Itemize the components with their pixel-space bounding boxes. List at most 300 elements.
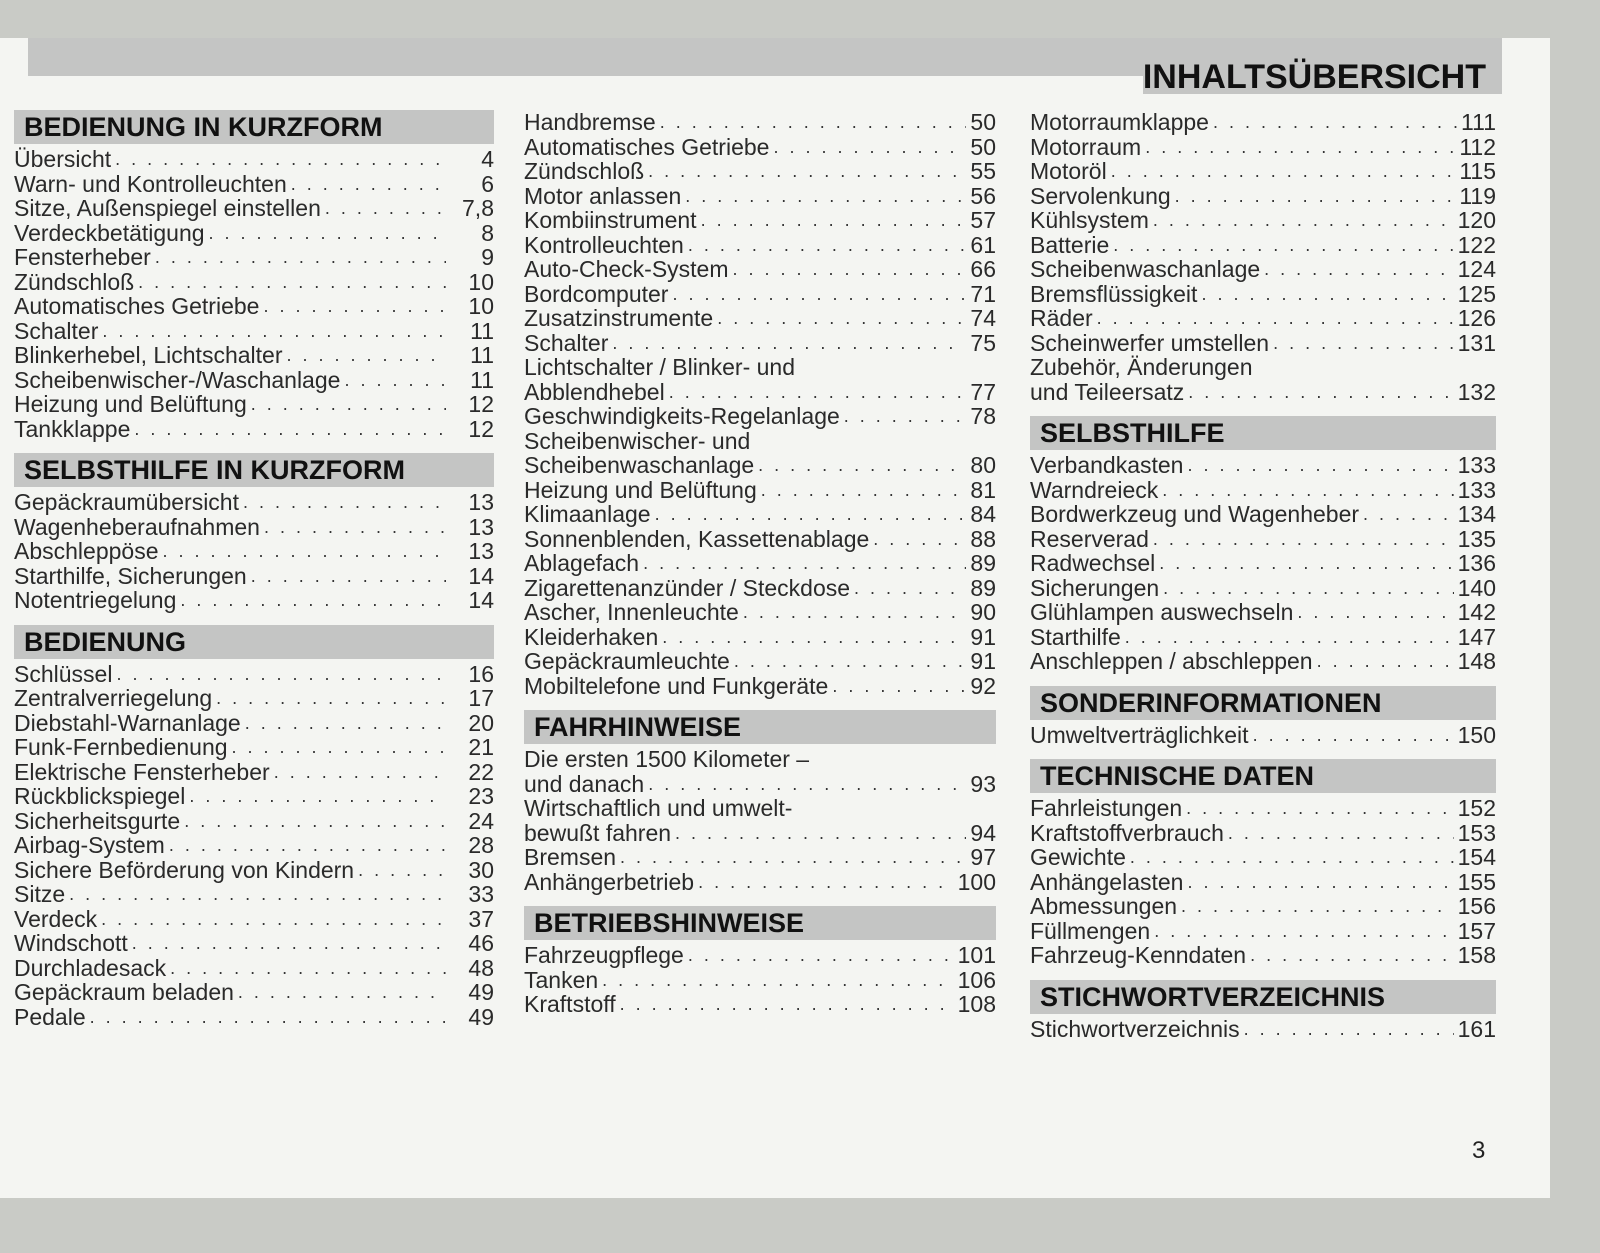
toc-entry-title: Verdeckbetätigung — [14, 219, 205, 246]
toc-entry-page: 4 — [481, 146, 494, 172]
toc-entry[interactable] — [524, 282, 996, 307]
toc-entry[interactable] — [524, 943, 996, 968]
toc-entry-page: 12 — [468, 391, 494, 417]
toc-entry-page: 133 — [1457, 476, 1496, 503]
toc-entry-title: Gepäckraumübersicht — [14, 489, 239, 515]
dot-leader — [132, 931, 446, 956]
toc-entry-title: Mobiltelefone und Funkgeräte — [524, 672, 829, 699]
dot-leader — [101, 907, 446, 932]
toc-entry[interactable] — [1030, 159, 1496, 184]
toc-entry[interactable] — [1030, 870, 1496, 895]
toc-entry[interactable] — [14, 515, 494, 540]
dot-leader — [773, 135, 966, 160]
toc-entry-title: Bordwerkzeug und Wagenheber — [1030, 501, 1360, 527]
toc-entry[interactable] — [14, 1005, 494, 1030]
dot-leader — [189, 784, 446, 809]
toc-entry[interactable] — [524, 257, 996, 282]
toc-entry[interactable] — [524, 208, 996, 233]
dot-leader — [90, 1005, 446, 1030]
toc-entry-title: Motorraumklappe — [1030, 109, 1209, 135]
dot-leader — [761, 478, 967, 503]
toc-entry-title: Zusatzinstrumente — [524, 305, 714, 331]
toc-entry-title: Motorraum — [1030, 133, 1142, 160]
toc-entry[interactable] — [524, 992, 996, 1017]
toc-entry[interactable] — [524, 135, 996, 160]
toc-entry-page: 89 — [970, 574, 996, 601]
toc-entry[interactable] — [1030, 233, 1496, 258]
toc-entry[interactable] — [14, 760, 494, 785]
toc-entry[interactable] — [14, 931, 494, 956]
toc-entry-page: 11 — [470, 366, 494, 393]
toc-entry-title: Warndreieck — [1030, 476, 1159, 503]
dot-leader — [698, 870, 954, 895]
dot-leader — [251, 564, 446, 589]
toc-entry-title: Radwechsel — [1030, 550, 1156, 576]
toc-column-2 — [524, 110, 996, 1017]
toc-entry-title: Anhängelasten — [1030, 868, 1184, 895]
toc-entry[interactable] — [524, 306, 996, 331]
toc-entry-title: Zigarettenanzünder / Steckdose — [524, 574, 851, 601]
dot-leader — [602, 968, 953, 993]
dot-leader — [263, 294, 446, 319]
toc-entry-page: 140 — [1457, 574, 1496, 601]
toc-entry[interactable] — [524, 845, 996, 870]
toc-entry-page: 57 — [970, 207, 996, 233]
toc-entry-page: 75 — [970, 329, 996, 356]
dot-leader — [184, 809, 446, 834]
toc-entry[interactable] — [524, 527, 996, 552]
toc-entry[interactable] — [14, 294, 494, 319]
toc-entry-page: 11 — [470, 317, 494, 344]
toc-entry[interactable] — [524, 404, 996, 429]
toc-entry-page: 142 — [1457, 599, 1496, 625]
toc-entry[interactable] — [1030, 257, 1496, 282]
toc-entry[interactable] — [14, 662, 494, 687]
toc-entry-page: 115 — [1459, 158, 1496, 184]
toc-entry-page: 92 — [970, 672, 996, 699]
toc-entry[interactable] — [524, 551, 996, 576]
toc-entry-title: Tanken — [524, 966, 599, 993]
dot-leader — [832, 674, 966, 699]
toc-entry-page: 91 — [970, 623, 996, 650]
toc-entry[interactable] — [14, 270, 494, 295]
dot-leader — [1228, 821, 1454, 846]
toc-entry[interactable] — [524, 674, 996, 699]
toc-entry-page: 108 — [957, 991, 996, 1017]
toc-entry[interactable] — [14, 539, 494, 564]
toc-entry-title: Batterie — [1030, 231, 1110, 258]
toc-entry[interactable] — [1030, 649, 1496, 674]
toc-entry[interactable] — [1030, 306, 1496, 331]
toc-entry-page: 100 — [957, 868, 996, 895]
dot-leader — [1186, 796, 1453, 821]
dot-leader — [238, 980, 446, 1005]
toc-entry-page: 147 — [1457, 623, 1496, 650]
toc-entry[interactable] — [1030, 282, 1496, 307]
toc-entry-page: 49 — [468, 979, 494, 1005]
toc-entry[interactable] — [1030, 380, 1496, 405]
toc-entry-title: Kombiinstrument — [524, 207, 697, 233]
toc-entry-title: und danach — [524, 770, 645, 797]
dot-leader — [251, 392, 446, 417]
dot-leader — [1154, 919, 1453, 944]
toc-entry[interactable] — [14, 833, 494, 858]
toc-entry-title: Pedale — [14, 1003, 86, 1030]
toc-entry[interactable] — [14, 980, 494, 1005]
toc-entry-page: 81 — [970, 476, 996, 503]
dot-leader — [717, 306, 966, 331]
toc-entry-page: 56 — [970, 182, 996, 209]
toc-entry-title: Gepäckraum beladen — [14, 979, 234, 1005]
toc-entry-page: 155 — [1457, 868, 1496, 895]
toc-entry[interactable] — [524, 331, 996, 356]
toc-entry-title: Scheibenwischer- und — [524, 427, 751, 454]
toc-entry[interactable] — [1030, 453, 1496, 478]
toc-entry[interactable] — [524, 600, 996, 625]
toc-entry-title: Starthilfe — [1030, 623, 1121, 650]
dot-leader — [1187, 870, 1453, 895]
toc-entry[interactable] — [524, 478, 996, 503]
dot-leader — [662, 625, 966, 650]
toc-entry[interactable] — [524, 772, 996, 797]
dot-leader — [69, 882, 446, 907]
toc-entry[interactable] — [524, 649, 996, 674]
dot-leader — [1264, 257, 1453, 282]
dot-leader — [1111, 159, 1456, 184]
dot-leader — [243, 490, 446, 515]
dot-leader — [688, 233, 967, 258]
toc-entry[interactable] — [14, 147, 494, 172]
toc-column-1 — [14, 110, 494, 1029]
toc-entry-title: Schalter — [524, 329, 609, 356]
toc-entry[interactable] — [14, 858, 494, 883]
toc-entry-title: Räder — [1030, 305, 1093, 331]
toc-entry[interactable] — [1030, 723, 1496, 748]
toc-entry[interactable] — [14, 221, 494, 246]
toc-entry-title: Geschwindigkeits-Regelanlage — [524, 403, 840, 429]
toc-entry[interactable] — [1030, 135, 1496, 160]
toc-entry-page: 30 — [468, 856, 494, 883]
toc-entry-page: 93 — [970, 770, 996, 797]
toc-entry-title: Airbag-System — [14, 832, 165, 858]
toc-entry-page: 124 — [1457, 256, 1496, 282]
toc-entry-page: 135 — [1457, 525, 1496, 552]
dot-leader — [1363, 502, 1454, 527]
toc-entry-title: Bremsen — [524, 844, 617, 870]
toc-entry-title: Handbremse — [524, 109, 656, 135]
toc-entry[interactable] — [1030, 355, 1496, 380]
dot-leader — [1201, 282, 1453, 307]
toc-entry-page: 8 — [481, 219, 494, 246]
toc-entry[interactable] — [1030, 478, 1496, 503]
toc-entry-title: Scheinwerfer umstellen — [1030, 329, 1270, 356]
toc-entry-title: Fahrleistungen — [1030, 795, 1183, 821]
dot-leader — [655, 502, 967, 527]
toc-entry[interactable] — [14, 368, 494, 393]
dot-leader — [1188, 380, 1453, 405]
section-heading: STICHWORTVERZEICHNIS — [1030, 980, 1496, 1014]
toc-entry-page: 17 — [468, 685, 494, 711]
toc-entry-title: Scheibenwischer-/Waschanlage — [14, 366, 341, 393]
dot-leader — [1181, 894, 1454, 919]
toc-entry[interactable] — [14, 196, 494, 221]
dot-leader — [1159, 551, 1453, 576]
toc-entry-title: Motoröl — [1030, 158, 1107, 184]
toc-entry[interactable] — [14, 956, 494, 981]
toc-entry-title: Notentriegelung — [14, 587, 177, 613]
toc-entry-page: 152 — [1457, 795, 1496, 821]
toc-entry[interactable] — [1030, 527, 1496, 552]
toc-entry-title: Gewichte — [1030, 844, 1126, 870]
toc-entry-title: Schalter — [14, 317, 99, 344]
toc-entry-page: 14 — [468, 587, 494, 613]
toc-entry-page: 48 — [468, 954, 494, 981]
toc-entry[interactable] — [1030, 919, 1496, 944]
toc-entry-title: Abmessungen — [1030, 893, 1178, 919]
toc-entry[interactable] — [1030, 184, 1496, 209]
toc-entry-title: Sitze, Außenspiegel einstellen — [14, 195, 321, 221]
dot-leader — [1244, 1017, 1454, 1042]
toc-entry[interactable] — [1030, 894, 1496, 919]
dot-leader — [675, 821, 966, 846]
toc-entry-page: 156 — [1457, 893, 1496, 919]
section-heading: BETRIEBSHINWEISE — [524, 906, 996, 940]
toc-entry-title: Ascher, Innenleuchte — [524, 599, 739, 625]
toc-entry[interactable] — [1030, 625, 1496, 650]
toc-entry-title: Gepäckraumleuchte — [524, 648, 730, 674]
toc-entry[interactable] — [1030, 551, 1496, 576]
toc-entry-title: Sicherheitsgurte — [14, 807, 181, 834]
toc-entry-page: 112 — [1459, 133, 1496, 160]
dot-leader — [1317, 649, 1454, 674]
toc-entry[interactable] — [14, 809, 494, 834]
page-number: 3 — [1472, 1137, 1486, 1164]
dot-leader — [672, 282, 966, 307]
toc-entry-page: 136 — [1457, 550, 1496, 576]
toc-entry[interactable] — [524, 110, 996, 135]
dot-leader — [733, 257, 967, 282]
toc-entry[interactable] — [1030, 600, 1496, 625]
section-heading: SONDERINFORMATIONEN — [1030, 686, 1496, 720]
dot-leader — [102, 319, 446, 344]
toc-entry[interactable] — [14, 686, 494, 711]
toc-entry-page: 90 — [970, 599, 996, 625]
toc-entry[interactable] — [524, 625, 996, 650]
toc-entry-page: 28 — [468, 832, 494, 858]
toc-entry-title: Abblendhebel — [524, 378, 665, 405]
toc-entry-title: Zündschloß — [14, 268, 135, 295]
dot-leader — [155, 245, 446, 270]
dot-leader — [1250, 943, 1454, 968]
toc-entry-page: 111 — [1461, 109, 1496, 135]
toc-entry[interactable] — [524, 159, 996, 184]
toc-entry[interactable] — [1030, 845, 1496, 870]
dot-leader — [612, 331, 966, 356]
toc-entry-page: 161 — [1457, 1015, 1496, 1042]
toc-entry-title: Heizung und Belüftung — [14, 391, 247, 417]
toc-entry-title: Abschleppöse — [14, 538, 159, 564]
toc-entry-title: Die ersten 1500 Kilometer – — [524, 746, 810, 772]
toc-entry[interactable] — [14, 735, 494, 760]
dot-leader — [758, 453, 966, 478]
toc-entry[interactable] — [1030, 331, 1496, 356]
dot-leader — [264, 515, 446, 540]
toc-entry-page: 66 — [970, 256, 996, 282]
toc-entry-page: 13 — [468, 489, 494, 515]
dot-leader — [1187, 453, 1453, 478]
toc-entry-page: 94 — [970, 819, 996, 846]
toc-entry-title: Durchladesack — [14, 954, 167, 981]
dot-leader — [844, 404, 967, 429]
toc-entry-title: Windschott — [14, 930, 128, 956]
toc-entry[interactable] — [524, 796, 996, 821]
dot-leader — [274, 760, 446, 785]
toc-entry[interactable] — [14, 245, 494, 270]
dot-leader — [620, 845, 966, 870]
toc-entry-page: 23 — [468, 783, 494, 809]
toc-entry[interactable] — [14, 882, 494, 907]
toc-entry[interactable] — [14, 564, 494, 589]
toc-entry[interactable] — [14, 343, 494, 368]
dot-leader — [1297, 600, 1453, 625]
dot-leader — [358, 858, 446, 883]
toc-entry-page: 50 — [970, 109, 996, 135]
toc-entry-page: 125 — [1457, 280, 1496, 307]
toc-entry[interactable] — [14, 907, 494, 932]
toc-entry[interactable] — [14, 172, 494, 197]
toc-entry[interactable] — [14, 490, 494, 515]
toc-entry-page: 122 — [1457, 231, 1496, 258]
dot-leader — [1163, 576, 1453, 601]
toc-entry-title: Scheibenwaschanlage — [1030, 256, 1261, 282]
toc-entry-title: Auto-Check-System — [524, 256, 729, 282]
dot-leader — [669, 380, 967, 405]
section-heading: SELBSTHILFE — [1030, 416, 1496, 450]
toc-entry-page: 126 — [1457, 305, 1496, 331]
toc-entry-page: 37 — [468, 905, 494, 932]
toc-entry[interactable] — [14, 319, 494, 344]
toc-entry[interactable] — [1030, 821, 1496, 846]
toc-entry-page: 154 — [1457, 844, 1496, 870]
toc-entry-page: 24 — [468, 807, 494, 834]
toc-entry[interactable] — [524, 429, 996, 454]
toc-entry[interactable] — [1030, 208, 1496, 233]
toc-entry-page: 14 — [468, 562, 494, 589]
toc-entry-title: Übersicht — [14, 146, 112, 172]
toc-entry[interactable] — [1030, 1017, 1496, 1042]
toc-entry-title: Bordcomputer — [524, 280, 669, 307]
toc-entry-page: 13 — [468, 513, 494, 540]
toc-entry[interactable] — [14, 417, 494, 442]
toc-entry[interactable] — [524, 968, 996, 993]
dot-leader — [701, 208, 967, 233]
toc-entry-title: Elektrische Fensterheber — [14, 758, 270, 785]
toc-entry-page: 33 — [468, 881, 494, 907]
dot-leader — [1130, 845, 1454, 870]
toc-entry[interactable] — [524, 233, 996, 258]
toc-entry[interactable] — [524, 747, 996, 772]
toc-entry[interactable] — [524, 821, 996, 846]
section-heading: BEDIENUNG IN KURZFORM — [14, 110, 494, 144]
dot-leader — [688, 943, 954, 968]
dot-leader — [163, 539, 447, 564]
toc-entry-title: Automatisches Getriebe — [524, 133, 770, 160]
toc-entry-page: 49 — [468, 1003, 494, 1030]
toc-entry-title: Kraftstoff — [524, 991, 616, 1017]
toc-entry[interactable] — [524, 502, 996, 527]
toc-entry[interactable] — [524, 355, 996, 380]
dot-leader — [1175, 184, 1456, 209]
dot-leader — [1113, 233, 1453, 258]
toc-entry-page: 13 — [468, 538, 494, 564]
toc-entry-page: 22 — [468, 758, 494, 785]
section-heading: TECHNISCHE DATEN — [1030, 759, 1496, 793]
toc-entry[interactable] — [14, 588, 494, 613]
dot-leader — [1153, 527, 1454, 552]
toc-entry[interactable] — [14, 392, 494, 417]
toc-entry-page: 88 — [970, 525, 996, 552]
toc-entry[interactable] — [1030, 110, 1496, 135]
toc-entry-title: Anhängerbetrieb — [524, 868, 695, 895]
toc-entry-page: 134 — [1457, 501, 1496, 527]
toc-entry[interactable] — [524, 184, 996, 209]
toc-entry-title: Wagenheberaufnahmen — [14, 513, 260, 540]
toc-entry[interactable] — [1030, 576, 1496, 601]
dot-leader — [734, 649, 967, 674]
toc-entry[interactable] — [1030, 943, 1496, 968]
dot-leader — [180, 588, 446, 613]
toc-entry-page: 89 — [970, 550, 996, 576]
toc-entry-page: 77 — [970, 378, 996, 405]
toc-entry-title: Kühlsystem — [1030, 207, 1149, 233]
toc-entry[interactable] — [1030, 796, 1496, 821]
toc-entry-page: 101 — [957, 942, 996, 968]
toc-entry-title: Zubehör, Änderungen — [1030, 354, 1253, 380]
toc-entry-title: Schlüssel — [14, 660, 113, 687]
dot-leader — [685, 184, 966, 209]
section-heading: SELBSTHILFE IN KURZFORM — [14, 453, 494, 487]
toc-entry-title: Fensterheber — [14, 244, 151, 270]
section-heading: FAHRHINWEISE — [524, 710, 996, 744]
toc-entry-page: 153 — [1457, 819, 1496, 846]
toc-entry[interactable] — [524, 870, 996, 895]
toc-entry-title: Heizung und Belüftung — [524, 476, 757, 503]
toc-entry-title: Kraftstoffverbrauch — [1030, 819, 1224, 846]
toc-entry[interactable] — [14, 711, 494, 736]
dot-leader — [245, 711, 446, 736]
dot-leader — [620, 992, 954, 1017]
dot-leader — [115, 147, 446, 172]
toc-entry-page: 46 — [468, 930, 494, 956]
toc-entry[interactable] — [14, 784, 494, 809]
toc-entry[interactable] — [524, 453, 996, 478]
toc-entry-page: 120 — [1457, 207, 1496, 233]
toc-entry-title: Fahrzeugpflege — [524, 942, 684, 968]
toc-entry[interactable] — [524, 380, 996, 405]
toc-entry[interactable] — [524, 576, 996, 601]
toc-entry-page: 97 — [970, 844, 996, 870]
dot-leader — [1145, 135, 1455, 160]
dot-leader — [138, 270, 446, 295]
dot-leader — [643, 551, 966, 576]
dot-leader — [325, 196, 446, 221]
toc-entry-page: 12 — [468, 415, 494, 442]
toc-entry-page: 20 — [468, 709, 494, 736]
dot-leader — [116, 662, 446, 687]
dot-leader — [854, 576, 966, 601]
toc-entry-title: Reserverad — [1030, 525, 1149, 552]
toc-entry[interactable] — [1030, 502, 1496, 527]
